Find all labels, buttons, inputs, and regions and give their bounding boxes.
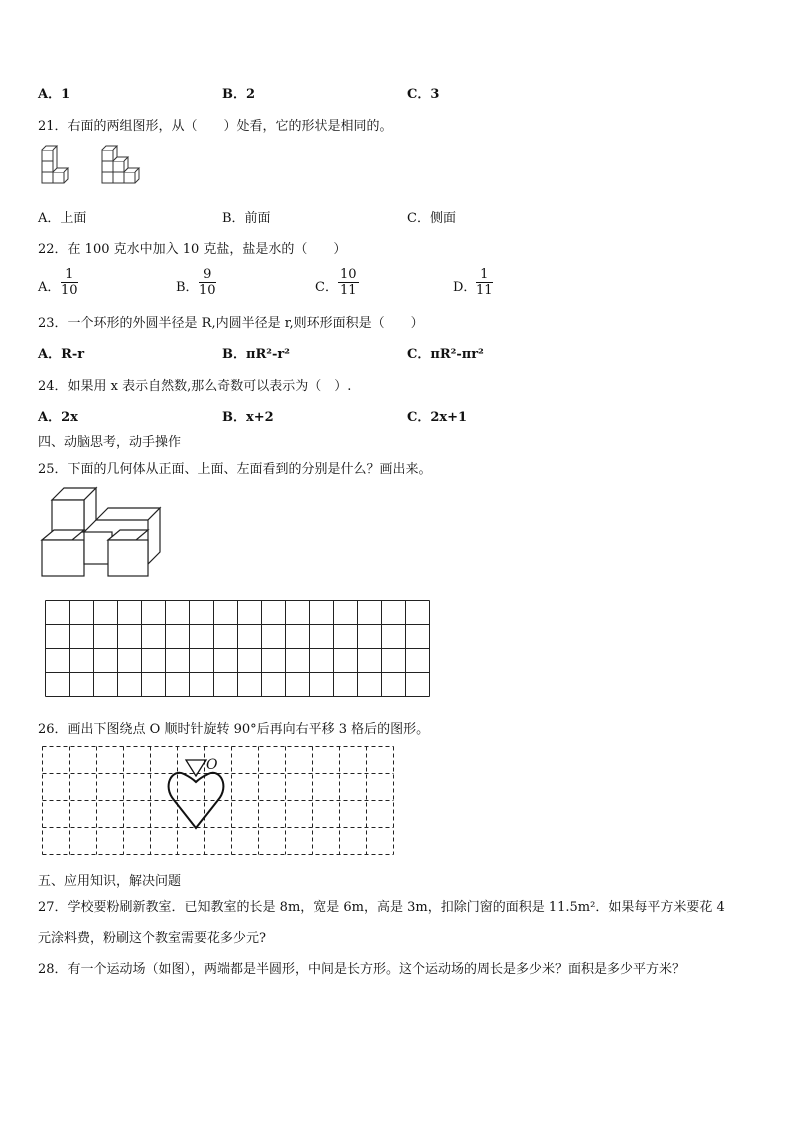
fraction-numerator: 1 xyxy=(61,268,78,283)
q22-option-b-label: B． xyxy=(176,280,199,295)
q20-option-c: C．3 xyxy=(407,87,440,102)
q23-option-a: A．R-r xyxy=(38,347,85,362)
fraction-denominator: 11 xyxy=(476,283,493,298)
q25-answer-grid xyxy=(45,600,430,697)
section-4-title: 四、动脑思考，动手操作 xyxy=(38,435,182,450)
q22-option-a-label: A． xyxy=(38,280,61,295)
q22-option-d-fraction xyxy=(476,268,493,298)
q22-option-d-label: D． xyxy=(453,280,477,295)
q21-question: 21．右面的两组图形，从（ ）处看，它的形状是相同的。 xyxy=(38,119,393,134)
q28-question: 28．有一个运动场（如图），两端都是半圆形，中间是长方形。这个运动场的周长是多少米？面积是多少平方米？ xyxy=(38,962,686,977)
q26-question: 26．画出下图绕点 O 顺时针旋转 90°后再向右平移 3 格后的图形。 xyxy=(38,722,430,737)
q24-option-a: A．2x xyxy=(38,410,78,425)
q22-option-c-fraction xyxy=(338,268,359,298)
q23-option-b: B．πR²-r² xyxy=(222,347,290,362)
q21-option-c: C．侧面 xyxy=(407,211,456,226)
q27-question-line-2: 元涂料费，粉刷这个教室需要花多少元? xyxy=(38,931,266,946)
fraction-denominator: 10 xyxy=(199,283,216,298)
q25-question: 25．下面的几何体从正面、上面、左面看到的分别是什么？画出来。 xyxy=(38,462,432,477)
q24-option-b: B．x+2 xyxy=(222,410,274,425)
q25-solid-figure xyxy=(40,486,164,578)
q21-option-a: A．上面 xyxy=(38,211,87,226)
point-o-label: O xyxy=(206,757,218,773)
fraction-numerator: 9 xyxy=(199,268,216,283)
q22-question: 22．在 100 克水中加入 10 克盐，盐是水的（ ） xyxy=(38,242,347,257)
q20-option-b: B．2 xyxy=(222,87,256,102)
q20-option-a: A．1 xyxy=(38,87,71,102)
q22-option-a-fraction xyxy=(61,268,78,298)
q23-question: 23．一个环形的外圆半径是 R,内圆半径是 r,则环形面积是（ ） xyxy=(38,316,424,331)
q24-option-c: C．2x+1 xyxy=(407,410,468,425)
q22-option-b-fraction xyxy=(199,268,216,298)
fraction-denominator: 10 xyxy=(61,283,78,298)
q22-option-c-label: C． xyxy=(315,280,338,295)
q23-option-c: C．πR²-πr² xyxy=(407,347,484,362)
q21-cube-figures xyxy=(38,146,148,192)
fraction-numerator: 1 xyxy=(476,268,493,283)
fraction-numerator: 10 xyxy=(340,267,357,282)
q24-question: 24．如果用 x 表示自然数,那么奇数可以表示为（ ）. xyxy=(38,379,352,394)
section-5-title: 五、应用知识，解决问题 xyxy=(38,874,182,889)
fraction-denominator: 11 xyxy=(340,283,357,298)
q21-option-b: B．前面 xyxy=(222,211,271,226)
q27-question-line-1: 27．学校要粉刷新教室．已知教室的长是 8m，宽是 6m，高是 3m，扣除门窗的面积是 11.5m²．如果每平方米要花 4 xyxy=(38,900,725,915)
